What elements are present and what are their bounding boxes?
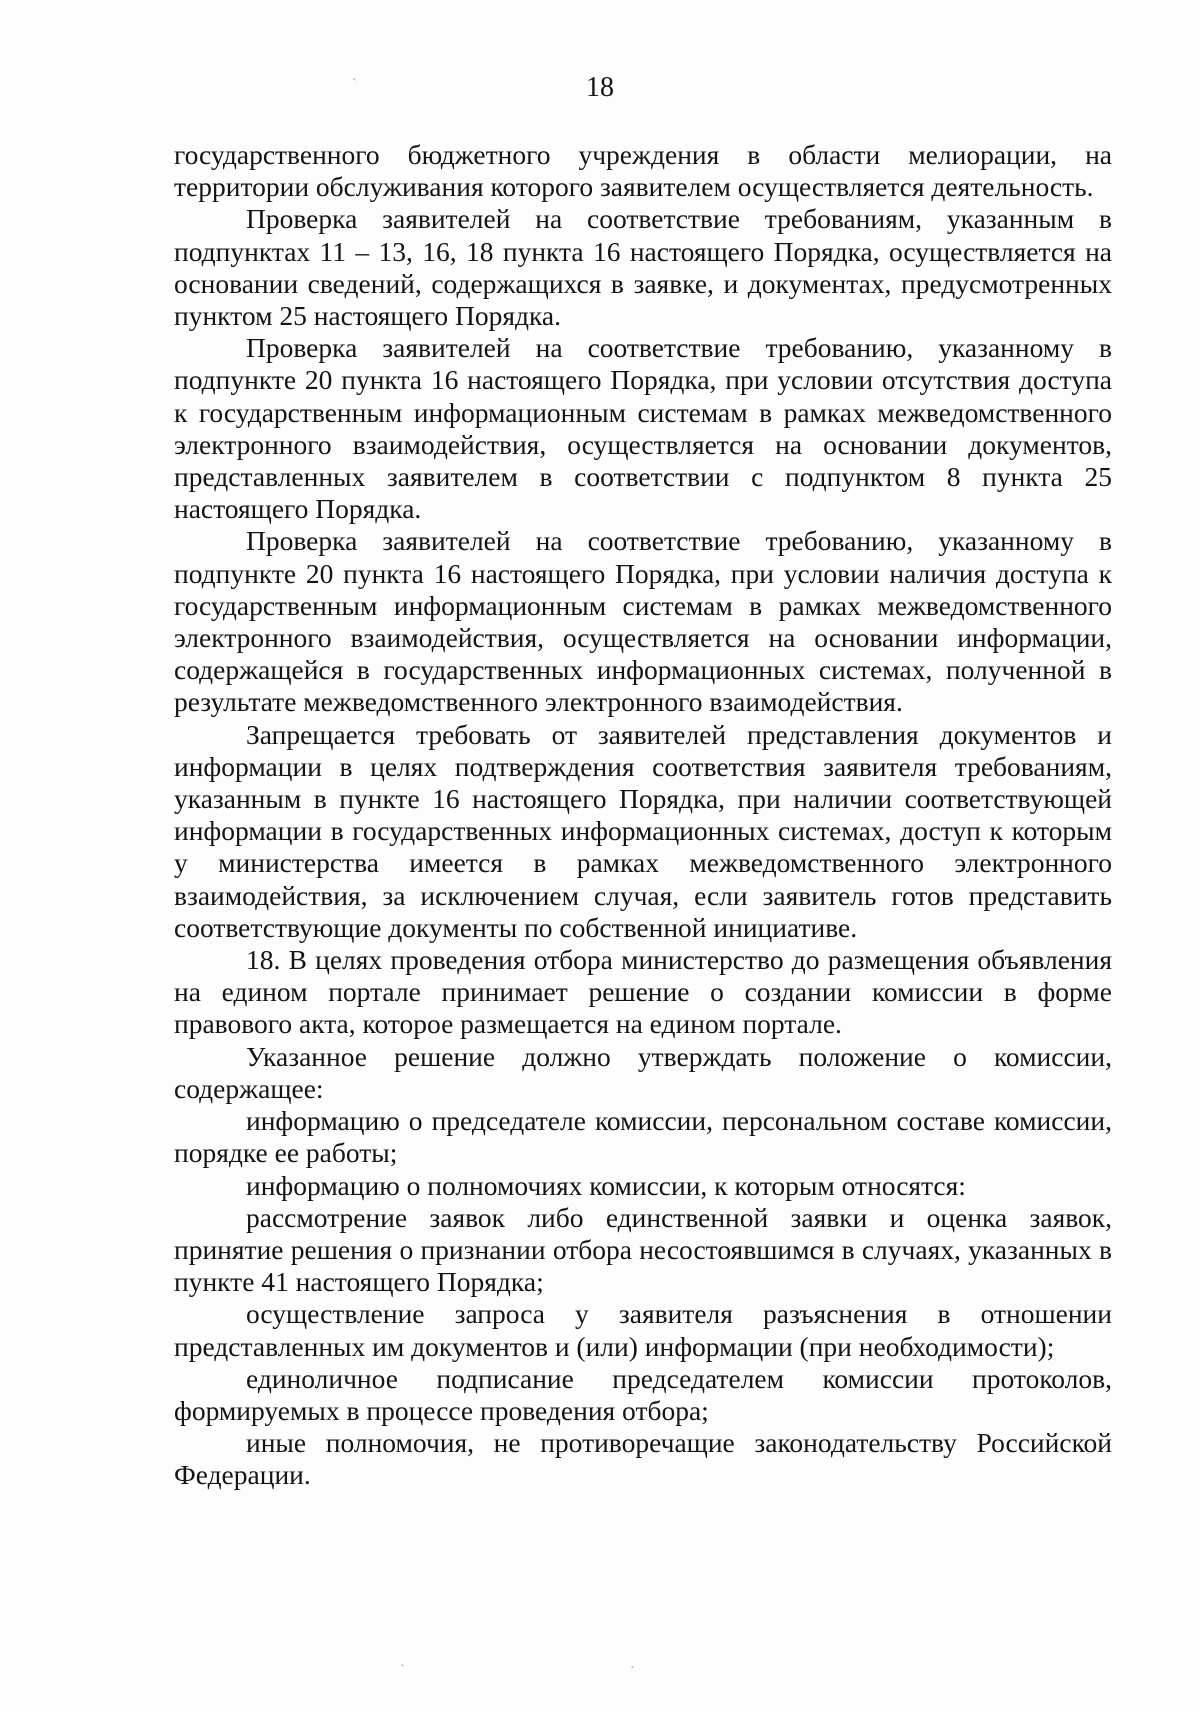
paragraph: информацию о полномочиях комиссии, к которым относятся: (246, 1169, 966, 1201)
paragraph: Указанное решение должно утверждать положение о комиссии, содержащее: (174, 1040, 1112, 1104)
scan-speck: · (400, 1659, 405, 1674)
scan-speck: · (630, 1661, 635, 1676)
paragraph: Проверка заявителей на соответствие требованиям, указанным в подпунктах 11 – 13, 16, 18 пункта 16 настоящего Порядка, осуществляется на основании сведений, содержащихся в заявке, и документах, предусмотренных пунктом 25 настоящего Порядка. (174, 203, 1112, 332)
paragraph: осуществление запроса у заявителя разъяснения в отношении представленных им документов и (или) информации (при необходимости); (174, 1298, 1112, 1362)
scan-speck: ˋ (352, 77, 357, 92)
paragraph: Проверка заявителей на соответствие требованию, указанному в подпункте 20 пункта 16 настоящего Порядка, при условии отсутствия доступа к государственным информационным системам в рамках межведомственного электронного взаимодействия, осуществляется на основании документов, представленных заявителем в соответствии с подпунктом 8 пункта 25 настоящего Порядка. (174, 332, 1112, 525)
paragraph-section-18: 18. В целях проведения отбора министерство до размещения объявления на едином портале принимает решение о создании комиссии в форме правового акта, которое размещается на едином портале. (174, 944, 1112, 1040)
paragraph: Проверка заявителей на соответствие требованию, указанному в подпункте 20 пункта 16 настоящего Порядка, при условии наличия доступа к государственным информационным системам в рамках межведомственного электронного взаимодействия, осуществляется на основании информации, содержащейся в государственных информационных системах, полученной в результате межведомственного электронного взаимодействия. (174, 525, 1112, 718)
document-body (174, 139, 1112, 1492)
paragraph: Запрещается требовать от заявителей представления документов и информации в целях подтверждения соответствия заявителя требованиям, указанным в пункте 16 настоящего Порядка, при наличии соответствующей информации в государственных информационных системах, доступ к которым у министерства имеется в рамках межведомственного электронного взаимодействия, за исключением случая, если заявитель готов представить соответствующие документы по собственной инициативе. (174, 718, 1112, 943)
paragraph: рассмотрение заявок либо единственной заявки и оценка заявок, принятие решения о признании отбора несостоявшимся в случаях, указанных в пункте 41 настоящего Порядка; (174, 1201, 1112, 1298)
paragraph: единоличное подписание председателем комиссии протоколов, формируемых в процессе проведения отбора; (174, 1362, 1112, 1426)
page-number: 18 (586, 72, 614, 103)
paragraph: иные полномочия, не противоречащие законодательству Российской Федерации. (174, 1427, 1112, 1491)
paragraph-continuation: государственного бюджетного учреждения в области мелиорации, на территории обслуживания которого заявителем осуществляется деятельность. (174, 139, 1112, 203)
paragraph: информацию о председателе комиссии, персональном составе комиссии, порядке ее работы; (174, 1105, 1112, 1169)
